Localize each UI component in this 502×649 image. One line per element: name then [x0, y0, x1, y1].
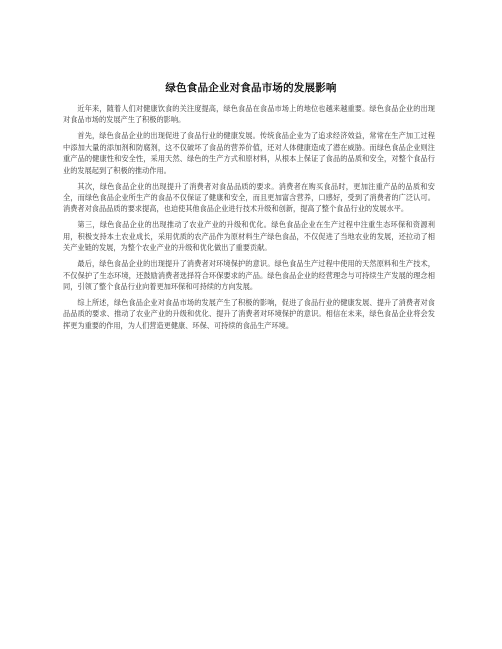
paragraph-1: 近年来，随着人们对健康饮食的关注度提高，绿色食品在食品市场上的地位也越来越重要。绿色食品企业的出现对食品市场的发展产生了积极的影响。	[63, 104, 435, 125]
paragraph-3: 其次，绿色食品企业的出现提升了消费者对食品品质的要求。消费者在购买食品时，更加注重产品的品质和安全，而绿色食品企业所生产的食品不仅保证了健康和安全，而且更加富含营养，口感好，受到了消费者的广泛认可。消费者对食品品质的要求提高，也迫使其他食品企业进行技术升级和创新，提高了整个食品行业的发展水平。	[63, 181, 435, 214]
paragraph-6: 综上所述，绿色食品企业对食品市场的发展产生了积极的影响，促进了食品行业的健康发展、提升了消费者对食品品质的要求、推动了农业产业的升级和优化、提升了消费者对环境保护的意识。相信在未来，绿色食品企业将会发挥更为重要的作用，为人们营造更健康、环保、可持续的食品生产环境。	[63, 298, 435, 330]
paragraph-5: 最后，绿色食品企业的出现提升了消费者对环境保护的意识。绿色食品生产过程中使用的天然原料和生产技术，不仅保护了生态环境，还鼓励消费者选择符合环保要求的产品。绿色食品企业的经营理念与可持续生产发展的理念相同，引领了整个食品行业向着更加环保和可持续的方向发展。	[63, 259, 435, 292]
paragraph-4: 第三，绿色食品企业的出现推动了农业产业的升级和优化。绿色食品企业在生产过程中注重生态环保和资源利用，积极支持本土农业成长，采用优质的农产品作为原材料生产绿色食品，不仅促进了当地农业的发展，还拉动了相关产业链的发展，为整个农业产业的升级和优化做出了重要贡献。	[63, 220, 435, 253]
paragraph-2: 首先，绿色食品企业的出现促进了食品行业的健康发展。传统食品企业为了追求经济效益，常常在生产加工过程中添加大量的添加剂和防腐剂，这不仅破坏了食品的营养价值，还对人体健康造成了潜在威胁。而绿色食品企业则注重产品的健康性和安全性，采用天然、绿色的生产方式和原材料，从根本上保证了食品的品质和安全，对整个食品行业的发展起到了积极的推动作用。	[63, 131, 435, 175]
document-body	[63, 103, 435, 336]
document-title: 绿色食品企业对食品市场的发展影响	[165, 82, 337, 94]
